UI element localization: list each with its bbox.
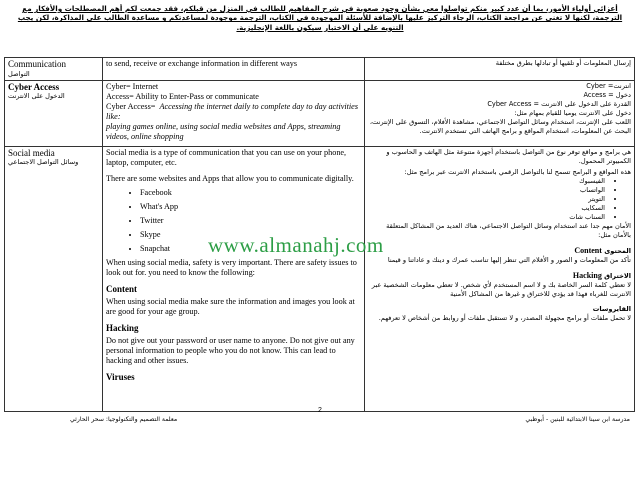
hacking-heading-ar [368,271,631,281]
term-cell [5,146,103,411]
translation-cell [365,80,635,146]
term-en: Social media [8,147,55,158]
term-ar: التواصل [8,69,30,78]
heading-en: Hacking [572,270,602,280]
content-text: When using social media make sure the information and images you look at are good for your age group. [106,296,355,316]
term-ar: الدخول على الانترنت [8,92,65,100]
translation-line: دخول = Access [583,90,631,99]
definition-line: Cyber= Internet [106,81,159,91]
footer-teacher: معلمة التصميم والتكنولوجيا: سحر الحارثي [70,416,178,423]
viruses-heading: Viruses [106,371,135,382]
translation-line: القدرة على الدخول على الانترنت = Cyber Access [487,99,631,108]
definition-paragraph: When using social media, safety is very important. There are safety issues to look out for. you need to know the following: [106,257,357,277]
page-number: 2 [318,407,322,414]
translation-line: انترنت= Cyber [586,81,631,90]
list-item: • السناب شات [368,213,605,222]
table-row-cyber-access [5,80,635,146]
table-row-communication [5,58,635,81]
translation-cell [365,146,635,411]
list-item: • التويتر [368,195,605,204]
definition-line-mixed [106,102,361,122]
viruses-heading-ar: الفايروسات [592,304,631,313]
footer-school: مدرسة ابن سينا الابتدائية للبنين - أبوظبي [525,416,630,423]
heading-ar: الاختراق [604,271,631,280]
list-item: • Snapchat [140,244,361,254]
table-row-social-media [5,146,635,411]
watermark: www.almanahj.com [208,233,384,257]
heading-en: Content [574,245,602,255]
list-item: • What's App [140,202,361,212]
content-text-ar: تأكد من المعلومات و الصور و الأفلام التي تنظر إليها تناسب عمرك و دينك و عاداتنا و قيمنا [387,255,631,264]
translation-paragraph: الأمان مهم جدا عند استخدام وسائل التواصل الاجتماعي، هناك العديد من المشاكل المتعلقة بالأمان مثل: [386,221,631,239]
definition-cell: to send, receive or exchange information in different ways [103,58,365,81]
list-item: • Twitter [140,216,361,226]
definition-paragraph: Social media is a type of communication that you can use on your phone, laptop, computer, etc. [106,147,347,167]
translation-paragraph: هذه المواقع و البرامج تسمح لنا بالتواصل الرقمي باستخدام الانترنت عبر برامج مثل: [404,167,631,176]
hacking-text: Do not give out your password or user name to anyone. Do not give out any personal information to people who you do not know. This can lead to hacking and other issues. [106,335,355,365]
definition-label: Cyber Access= [106,101,156,111]
translation-cell: إرسال المعلومات أو تلقيها أو تبادلها بطرق مختلفة [365,58,635,81]
definition-line: Access= Ability to Enter-Pass or communicate [106,91,259,101]
translation-line: دخول على الانترنت يوميا للقيام بمهام مثل: [514,108,631,117]
viruses-text-ar: لا تحمل ملفات أو برامج مجهولة المصدر، و لا تستقبل ملفات أو روابط من أشخاص لا تعرفهم. [378,313,631,322]
apps-list-ar [368,177,631,222]
hacking-text-ar: لا تعطي كلمة السر الخاصة بك و لا اسم المستخدم لأي شخص. لا تعطي معلومات الشخصية عبر الانترنت للغرباء فهذا قد يؤدي للاختراق و غيرها من المشاكل الأمنية [371,280,631,298]
list-item: • Facebook [140,188,361,198]
hacking-heading: Hacking [106,322,139,333]
term-cell [5,58,103,81]
list-item: • الفيسبوك [368,177,605,186]
translation-line: اللعب على الإنترنت، استخدام وسائل التواصل الاجتماعي، مشاهدة الأفلام، التسوق على الإنترنت، البحث عن المعلومات، استخدام المواقع و برامج الهاتف التي تستخدم الانترنت. [369,117,631,135]
term-en: Cyber Access [8,81,60,92]
term-en: Communication [8,59,66,69]
definition-paragraph: There are some websites and Apps that allow you to communicate digitally. [106,173,354,183]
definition-italic: Accessing the internet daily to complete day to day activities like: [106,101,359,121]
heading-ar: المحتوى [604,246,631,255]
definition-cell [103,80,365,146]
content-heading-ar [368,246,631,256]
translation-paragraph: هي برامج و مواقع توفر نوع من التواصل باستخدام أجهزة متنوعة مثل الهاتف و الحاسوب و الكمبيوتر المحمول. [386,147,631,165]
parents-intro-text: أعزائي أولياء الأمور، بما أن عدد كبير منكم تواصلوا معي بشأن وجود صعوبة في شرح المفاهيم للطالب في المنزل من قبلكم، فقد جمعت لكم أهم المصطلحات والأفكار مع الترجمة، لكنها لا تغني عن مراجعة الكتاب، الرجاء التركيز عليها بالإضافة للأسئلة الموجودة في الكتاب، الترجمة موجودة لمساعدتكم و مساعدة الطالب على المذاكرة، لكن يجب التنويه على أن الاختبار سيكون باللغة الإنجليزية. [17,4,623,32]
definition-cell [103,146,365,411]
term-cell [5,80,103,146]
list-item: • Skype [140,230,361,240]
list-item: • الواتساب [368,186,605,195]
term-ar: وسائل التواصل الاجتماعي [8,158,79,166]
content-heading: Content [106,283,137,294]
definition-examples: playing games online, using social media websites and Apps, streaming videos, online shopping [106,121,341,141]
list-item: • السكايب [368,204,605,213]
